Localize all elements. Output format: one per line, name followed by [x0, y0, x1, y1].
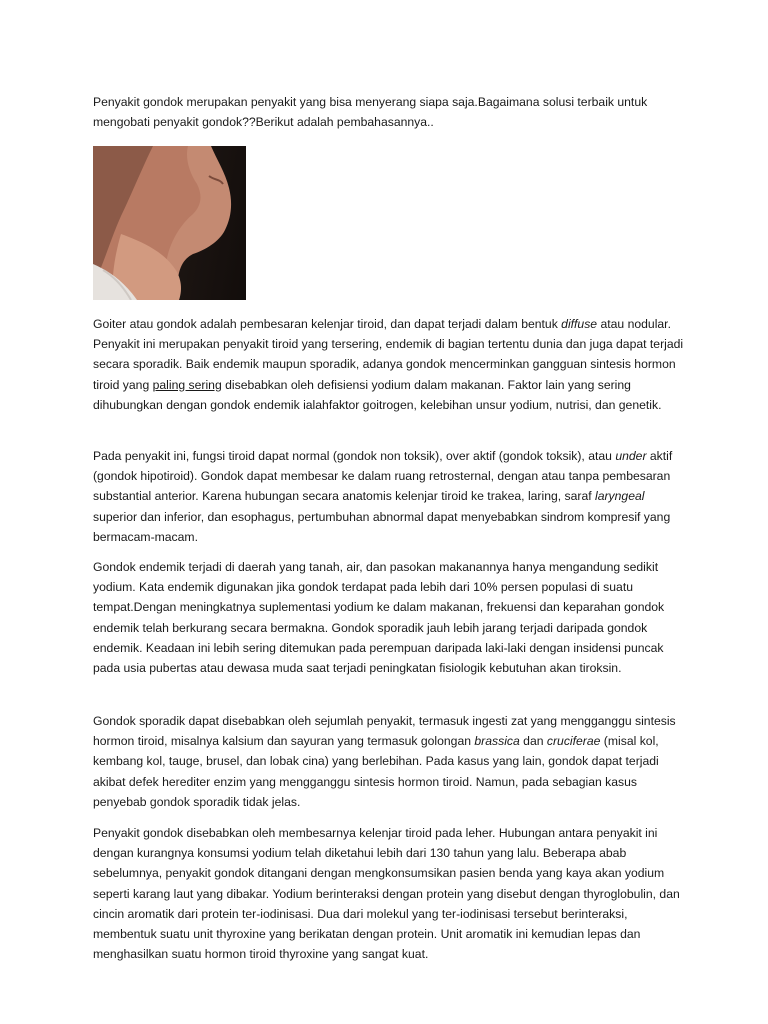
text-run: atau nodular. Penyakit ini merupakan penyakit tiroid yang tersering, endemik di bagian tertentu dunia dan juga dapat terjadi secara sporadik. Baik endemik maupun sporadik, adanya gondok mencerminkan gangguan sintesis hormon tiroid yang — [93, 317, 684, 392]
text-run: (misal kol, kembang kol, tauge, brusel, dan lobak cina) yang berlebihan. Pada kasus yang lain, gondok dapat terjadi akibat defek herediter enzim yang mengganggu sintesis hormon tiroid. Namun, pada sebagian kasus penyebab gondok sporadik tidak jelas. — [93, 734, 659, 809]
text-run: diffuse — [561, 317, 598, 331]
sporadic-goiter-paragraph — [93, 711, 685, 812]
text-run: brassica — [474, 734, 520, 749]
endemic-goiter-paragraph — [93, 557, 685, 678]
text-run: dan — [519, 734, 547, 749]
text-run: Penyakit gondok merupakan penyakit yang bisa menyerang siapa saja.Bagaimana solusi terbaik untuk mengobati penyakit gondok??Berikut adalah pembahasannya.. — [93, 95, 648, 130]
goiter-neck-photo — [93, 146, 246, 300]
text-run: disebabkan oleh defisiensi yodium dalam makanan. Faktor lain yang sering dihubungkan dengan gondok endemik ialahfaktor goitrogen, kelebihan unsur yodium, nutrisi, dan genetik. — [93, 377, 662, 412]
text-run: aktif (gondok hipotiroid). Gondok dapat membesar ke dalam ruang retrosternal, dengan atau tanpa pembesaran substantial anterior. Karena hubungan secara anatomis kelenjar tiroid ke trakea, laring, saraf — [93, 449, 673, 504]
intro-paragraph — [93, 92, 685, 132]
text-run: Gondok sporadik dapat disebabkan oleh sejumlah penyakit, termasuk ingesti zat yang mengganggu sintesis hormon tiroid, misalnya kalsium dan sayuran yang termasuk golongan — [93, 714, 676, 749]
text-run: laryngeal — [595, 489, 645, 504]
goiter-neck-illustration — [93, 146, 246, 300]
text-run: Gondok endemik terjadi di daerah yang tanah, air, dan pasokan makanannya hanya mengandung sedikit yodium. Kata endemik digunakan jika gondok terdapat pada lebih dari 10% persen populasi di suatu tempat.Dengan meningkatnya suplementasi yodium ke dalam makanan, frekuensi dan keparahan gondok endemik telah berkurang secara bermakna. Gondok sporadik jauh lebih jarang terjadi daripada gondok endemik. Keadaan ini lebih sering ditemukan pada perempuan daripada laki-laki dengan insidensi puncak pada usia pubertas atau dewasa muda saat terjadi peningkatan fisiologik kebutuhan akan tiroksin. — [93, 560, 665, 676]
text-run: cruciferae — [546, 734, 601, 749]
text-run: under — [615, 449, 647, 463]
thyroid-function-paragraph — [93, 446, 685, 547]
goiter-paragraph — [93, 314, 685, 415]
text-run: superior dan inferior, dan esophagus, pertumbuhan abnormal dapat menyebabkan sindrom kompresif yang bermacam-macam. — [93, 509, 671, 544]
text-run: paling sering — [152, 377, 222, 392]
text-run: Pada penyakit ini, fungsi tiroid dapat normal (gondok non toksik), over aktif (gondok toksik), atau — [93, 449, 616, 463]
text-run: Penyakit gondok disebabkan oleh membesarnya kelenjar tiroid pada leher. Hubungan antara penyakit ini dengan kurangnya konsumsi yodium telah diketahui lebih dari 130 tahun yang lalu. Beberapa abab sebelumnya, penyakit gondok ditangani dengan mengkonsumsikan pasien benda yang kaya akan yodium seperti karang laut yang dibakar. Yodium berinteraksi dengan protein yang disebut dengan thyroglobulin, dan cincin aromatik dari protein ter-iodinisasi. Dua dari molekul yang ter-iodinisasi tersebut berinteraksi, membentuk suatu unit thyroxine yang berikatan dengan protein. Unit aromatik ini kemudian lepas dan menghasilkan suatu hormon tiroid thyroxine yang sangat kuat. — [93, 826, 680, 962]
text-run: Goiter atau gondok adalah pembesaran kelenjar tiroid, dan dapat terjadi dalam bentuk — [93, 317, 562, 331]
goiter-cause-paragraph — [93, 823, 685, 964]
